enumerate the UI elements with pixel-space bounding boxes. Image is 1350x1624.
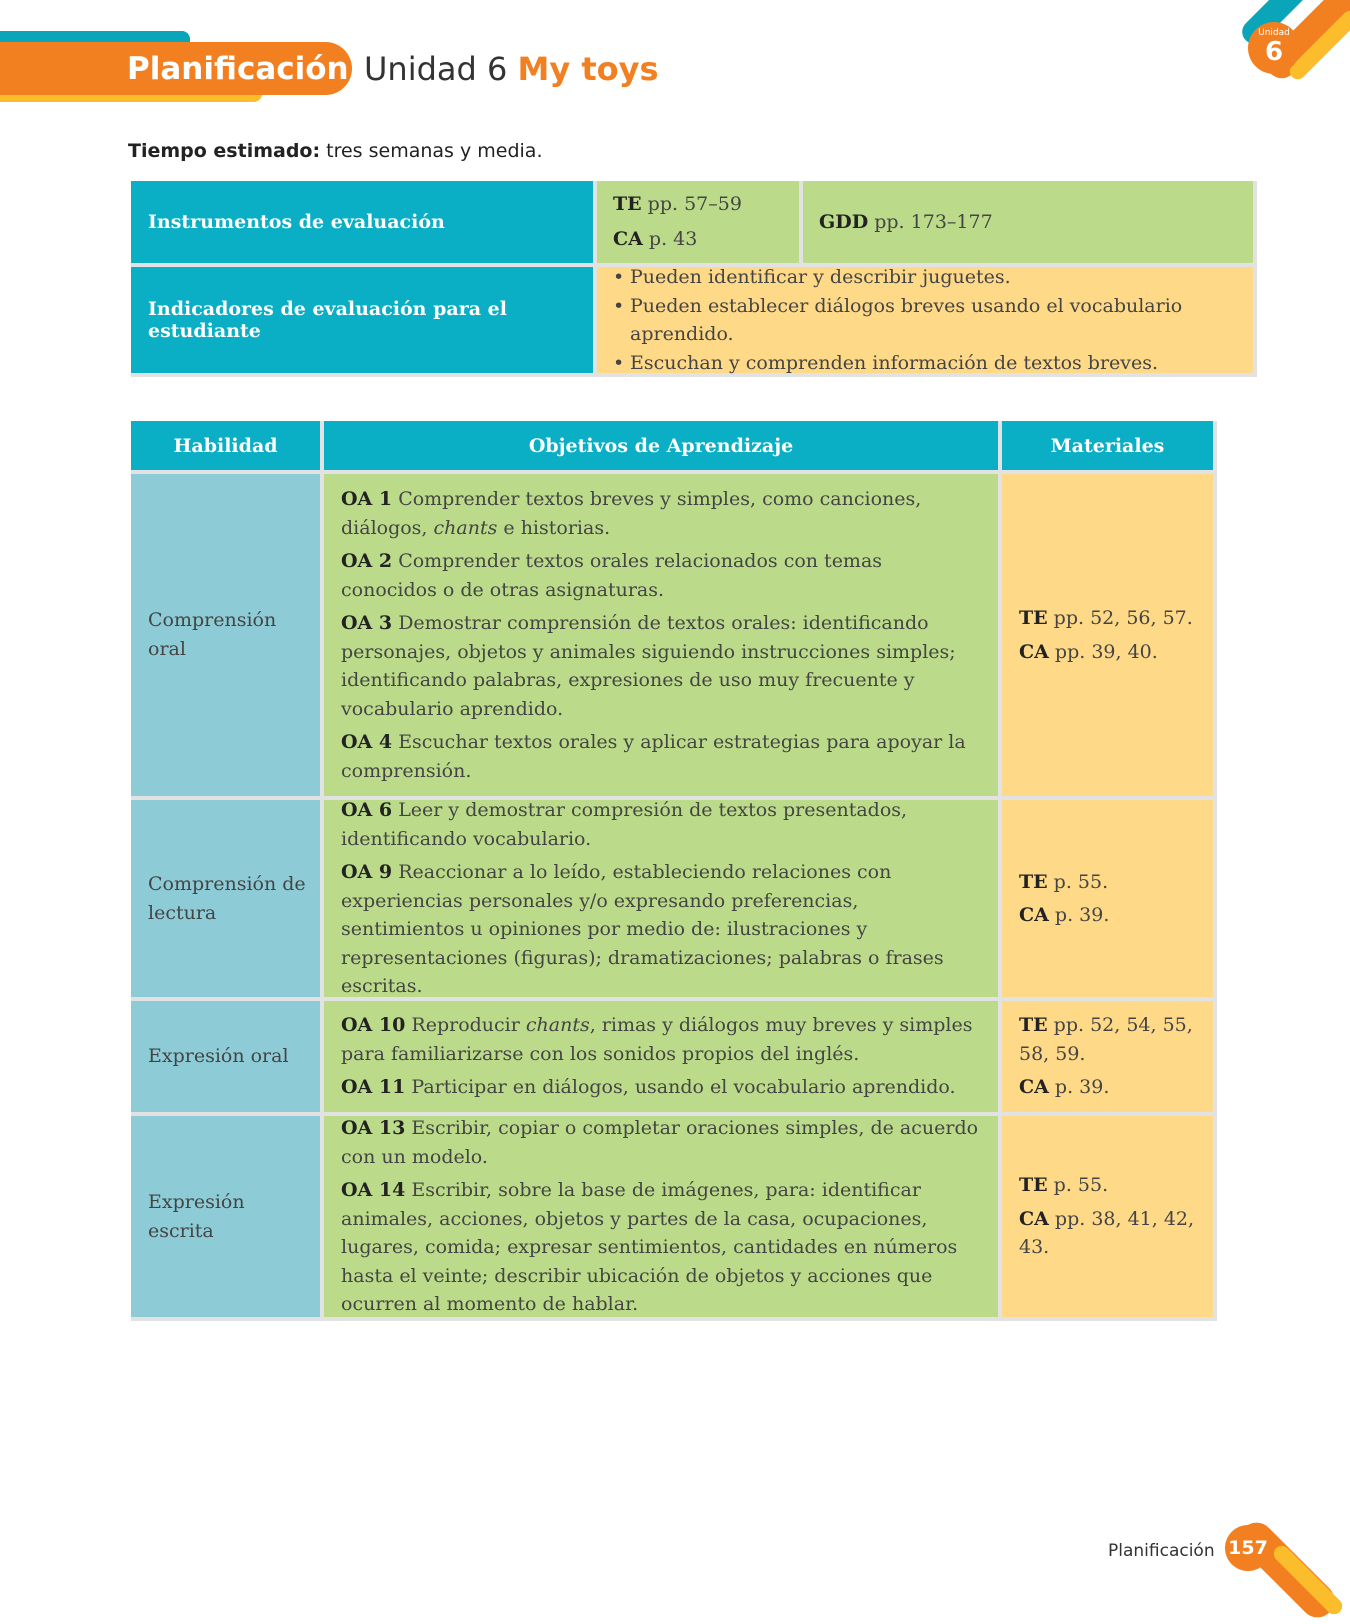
oa-code: OA 6 (341, 799, 393, 822)
oa-text: , rimas y diálogos muy breves y simples para familiarizarse con los sonidos propios del inglés. (341, 1014, 973, 1065)
oa-text: Comprender textos orales relacionados con temas conocidos o de otras asignaturas. (341, 550, 883, 601)
oa-code: OA 2 (341, 550, 393, 572)
unit-badge-number: 6 (1264, 37, 1284, 67)
habilidad-cell (131, 800, 320, 997)
habilidad-cell (131, 474, 320, 796)
oa-item (341, 796, 982, 853)
oa-italic-term: chants (525, 1014, 590, 1037)
oa-text: Escuchar textos orales y aplicar estrategias para apoyar la comprensión. (341, 731, 966, 782)
ca-ref (613, 222, 799, 257)
oa-item (341, 858, 982, 1001)
oa-item (341, 1011, 982, 1068)
objetivos-cell (324, 1001, 998, 1112)
oa-text: Leer y demostrar compresión de textos presentados, identificando vocabulario. (341, 799, 908, 850)
oa-code: OA 3 (341, 612, 393, 634)
header-habilidad: Habilidad (131, 421, 320, 470)
material-pages: pp. 52, 56, 57. (1053, 607, 1193, 629)
habilidad-label: Comprensión oral (148, 609, 277, 660)
material-code: CA (1019, 1076, 1049, 1099)
material-pages: p. 55. (1053, 1174, 1109, 1197)
page-number: 157 (1228, 1537, 1268, 1559)
oa-item (341, 547, 982, 604)
material-ref (1019, 638, 1201, 667)
oa-italic-term: chants (433, 516, 498, 539)
unit-heading (364, 44, 659, 94)
indicadores-label: Indicadores de evaluación para el estudiante (131, 267, 593, 373)
materiales-cell (1002, 474, 1213, 796)
material-ref (1019, 868, 1201, 897)
material-ref (1019, 901, 1201, 930)
material-code: CA (1019, 640, 1049, 663)
oa-code: OA 13 (341, 1117, 406, 1140)
oa-item (341, 1176, 982, 1319)
unit-title: My toys (517, 50, 659, 88)
instrumentos-te-ca (597, 181, 799, 263)
material-code: TE (1019, 1014, 1048, 1037)
oa-text: Escribir, copiar o completar oraciones simples, de acuerdo con un modelo. (341, 1117, 979, 1168)
unit-badge-label: Unidad (1258, 28, 1290, 38)
material-code: CA (1019, 1207, 1049, 1230)
oa-item (341, 1073, 982, 1102)
oa-code: OA 11 (341, 1076, 406, 1099)
materiales-cell (1002, 1116, 1213, 1317)
habilidad-label: Expresión escrita (148, 1190, 245, 1242)
oa-item (341, 1114, 982, 1171)
indicadores-cell (597, 267, 1253, 373)
oa-item (341, 609, 982, 723)
ca-code: CA (613, 228, 643, 250)
oa-text: Demostrar comprensión de textos orales: identificando personajes, objetos y animales siguiendo instrucciones simples; identificando palabras, expresiones de uso muy frecuente y vocabulario aprendido. (341, 612, 956, 720)
material-ref (1019, 1171, 1201, 1200)
material-pages: pp. 39, 40. (1054, 640, 1158, 663)
oa-code: OA 14 (341, 1179, 406, 1202)
section-title: Planificación (127, 51, 349, 87)
oa-item (341, 485, 982, 542)
material-code: TE (1019, 1174, 1048, 1197)
material-ref (1019, 604, 1201, 633)
habilidad-label: Comprensión de lectura (148, 872, 306, 924)
instrumentos-gdd (803, 181, 1253, 263)
oa-text: Participar en diálogos, usando el vocabulario aprendido. (411, 1076, 956, 1099)
te-ref (613, 187, 799, 222)
materiales-cell (1002, 1001, 1213, 1112)
habilidad-cell (131, 1116, 320, 1317)
material-code: CA (1019, 904, 1049, 926)
oa-code: OA 1 (341, 488, 393, 510)
oa-text: e historias. (503, 516, 611, 539)
material-pages: p. 39. (1054, 1076, 1110, 1099)
gdd-pages: pp. 173–177 (874, 210, 993, 233)
footer-section-label: Planificación (1108, 1541, 1215, 1561)
indicadores-list (613, 263, 1253, 377)
oa-code: OA 9 (341, 861, 393, 884)
ca-pages: p. 43 (648, 228, 698, 250)
material-code: TE (1019, 607, 1048, 629)
habilidad-label: Expresión oral (148, 1045, 289, 1067)
gdd-ref (819, 205, 1253, 240)
oa-text: Escribir, sobre la base de imágenes, para: identificar animales, acciones, objetos y partes de la casa, ocupaciones, lugares, comida; expresar sentimientos, cantidades en números hasta el veinte; describir ubicación de objetos y acciones que ocurren al momento de hablar. (341, 1179, 958, 1316)
material-ref (1019, 1073, 1201, 1102)
objetivos-cell (324, 800, 998, 997)
instrumentos-label: Instrumentos de evaluación (131, 181, 593, 263)
oa-text: Reaccionar a lo leído, estableciendo relaciones con experiencias personales y/o expresando preferencias, sentimientos u opiniones por medio de: ilustraciones y representaciones (figuras); dramatizaciones; palabras o frases escritas. (341, 861, 944, 998)
material-ref (1019, 1205, 1201, 1262)
unit-label: Unidad 6 (364, 50, 508, 88)
materiales-cell (1002, 800, 1213, 997)
header-materiales: Materiales (1002, 421, 1213, 470)
oa-item (341, 728, 982, 785)
indicador-item: • Escuchan y comprenden información de textos breves. (613, 349, 1253, 378)
header-objetivos: Objetivos de Aprendizaje (324, 421, 998, 470)
material-pages: pp. 38, 41, 42, 43. (1019, 1207, 1195, 1259)
time-estimate (128, 140, 542, 162)
time-estimate-label: Tiempo estimado: (128, 140, 321, 162)
material-ref (1019, 1011, 1201, 1068)
indicador-item: • Pueden identificar y describir juguetes. (613, 263, 1253, 292)
material-pages: p. 55. (1053, 870, 1109, 893)
objetivos-cell (324, 474, 998, 796)
oa-text: Comprender textos breves y simples, como canciones, diálogos, (341, 488, 922, 539)
oa-code: OA 10 (341, 1014, 406, 1037)
te-pages: pp. 57–59 (647, 193, 742, 215)
material-pages: pp. 52, 54, 55, 58, 59. (1019, 1014, 1193, 1065)
gdd-code: GDD (819, 210, 869, 233)
habilidad-cell (131, 1001, 320, 1112)
oa-text: Reproducir (411, 1014, 520, 1037)
time-estimate-value: tres semanas y media. (326, 140, 543, 162)
objetivos-cell (324, 1116, 998, 1317)
indicador-item: • Pueden establecer diálogos breves usando el vocabulario aprendido. (613, 292, 1253, 349)
oa-code: OA 4 (341, 731, 393, 753)
material-code: TE (1019, 870, 1048, 893)
material-pages: p. 39. (1054, 904, 1110, 926)
te-code: TE (613, 193, 642, 215)
